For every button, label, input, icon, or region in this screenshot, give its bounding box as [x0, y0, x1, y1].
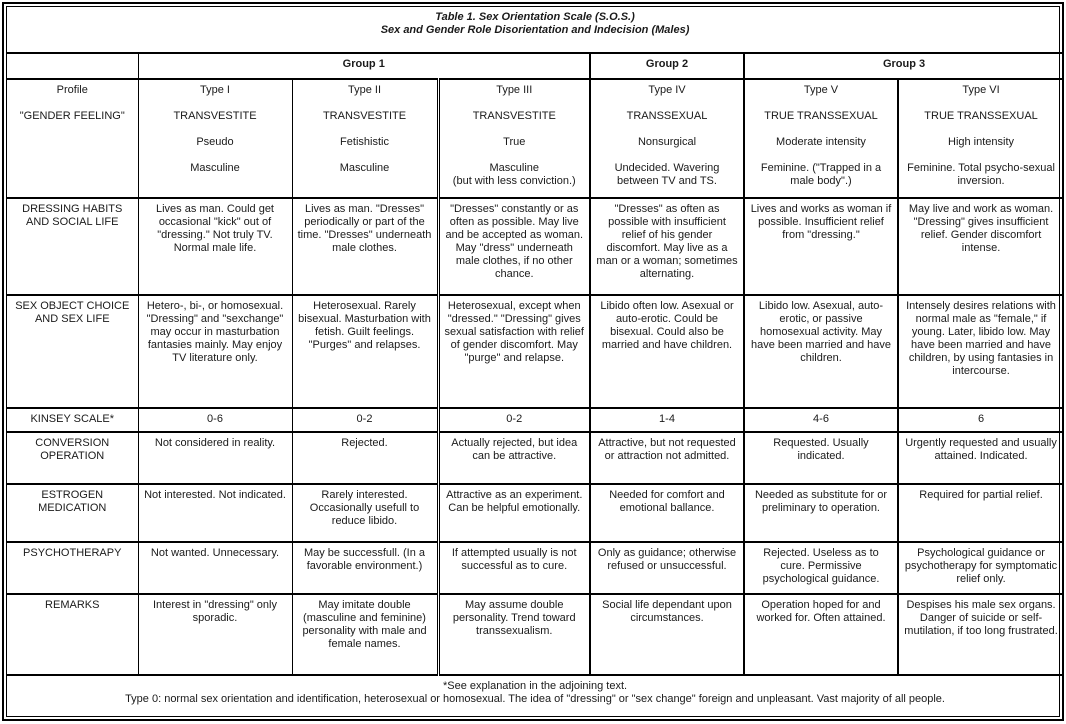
- footnote-asterisk: *See explanation in the adjoining text.: [442, 679, 628, 692]
- cell: Urgently requested and usually attained. Indicated.: [898, 432, 1063, 484]
- cell: May live and work as woman. "Dressing" gives insufficient relief. Gender discomfort intense.: [898, 198, 1063, 295]
- type-name: TRUE TRANSSEXUAL: [924, 110, 1038, 123]
- type-feeling: Feminine. Total psycho-sexual inversion.: [907, 162, 1055, 188]
- type-feeling: Masculine: [339, 162, 390, 175]
- type-feeling: Masculine: [489, 162, 540, 175]
- cell: Not wanted. Unnecessary.: [138, 542, 292, 594]
- corner-cell: [7, 53, 138, 79]
- kinsey-scale-row: [7, 408, 1063, 432]
- type-subtype: Fetishistic: [340, 136, 389, 149]
- cell: Not interested. Not indicated.: [138, 484, 292, 542]
- cell: May be successfull. (In a favorable environment.): [292, 542, 438, 594]
- psychotherapy-row: [7, 542, 1063, 594]
- type-label: Type VI: [962, 84, 1000, 97]
- profile-cell-type5: [744, 79, 898, 198]
- row-label: CONVERSION OPERATION: [7, 432, 138, 484]
- cell: Rejected. Useless as to cure. Permissive psychological guidance.: [744, 542, 898, 594]
- cell: Heterosexual. Rarely bisexual. Masturbation with fetish. Guilt feelings. "Purges" and relapses.: [292, 295, 438, 407]
- cell: Interest in "dressing" only sporadic.: [138, 594, 292, 674]
- type-label: Type II: [347, 84, 382, 97]
- estrogen-medication-row: [7, 484, 1063, 542]
- cell: "Dresses" constantly or as often as possible. May live and be accepted as woman. May "dress" underneath male clothes, if no other chance.: [438, 198, 590, 295]
- cell: Rejected.: [292, 432, 438, 484]
- inner-frame: [6, 6, 1060, 717]
- type-subtype: Nonsurgical: [637, 136, 697, 149]
- cell: 6: [898, 408, 1063, 432]
- cell: 0-2: [292, 408, 438, 432]
- row-label-profile: [7, 79, 138, 198]
- group-1-header: Group 1: [138, 53, 590, 79]
- type-name: TRANSVESTITE: [173, 110, 257, 123]
- cell: Libido low. Asexual, auto-erotic, or passive homosexual activity. May have been married and have children.: [744, 295, 898, 407]
- cell: Attractive, but not requested or attraction not admitted.: [590, 432, 744, 484]
- cell: Hetero-, bi-, or homosexual. "Dressing" and "sexchange" may occur in masturbation fantasies mainly. May enjoy TV literature only.: [138, 295, 292, 407]
- type-label: Type I: [200, 84, 230, 97]
- profile-row: [7, 79, 1063, 198]
- type-subtype: High intensity: [948, 136, 1015, 149]
- remarks-row: [7, 594, 1063, 674]
- cell: Needed as substitute for or preliminary to operation.: [744, 484, 898, 542]
- row-label: ESTROGEN MEDICATION: [7, 484, 138, 542]
- conversion-operation-row: [7, 432, 1063, 484]
- cell: 1-4: [590, 408, 744, 432]
- profile-cell-type2: [292, 79, 438, 198]
- row-label: REMARKS: [7, 594, 138, 674]
- group-3-header: Group 3: [744, 53, 1063, 79]
- profile-cell-type4: [590, 79, 744, 198]
- profile-label-line2: "GENDER FEELING": [19, 110, 125, 123]
- profile-label-line1: Profile: [56, 84, 88, 97]
- footnotes-row: [7, 675, 1063, 716]
- cell: Psychological guidance or psychotherapy for symptomatic relief only.: [898, 542, 1063, 594]
- cell: Heterosexual, except when "dressed." "Dressing" gives sexual satisfaction with relief of gender discomfort. May "purge" and relapse.: [438, 295, 590, 407]
- type-feeling: Undecided. Wavering between TV and TS.: [614, 162, 720, 188]
- type-name: TRANSVESTITE: [322, 110, 407, 123]
- cell: Needed for comfort and emotional ballance.: [590, 484, 744, 542]
- cell: 0-2: [438, 408, 590, 432]
- type-subtype: Moderate intensity: [776, 136, 866, 149]
- type-feeling: Masculine: [190, 162, 240, 175]
- footnotes-cell: [7, 675, 1063, 716]
- type-name: TRANSSEXUAL: [626, 110, 708, 123]
- cell: Lives as man. Could get occasional "kick" out of "dressing." Not truly TV. Normal male life.: [138, 198, 292, 295]
- type-feeling: Feminine. ("Trapped in a male body".): [760, 162, 882, 188]
- profile-cell-type3: [438, 79, 590, 198]
- cell: Libido often low. Asexual or auto-erotic. Could be bisexual. Could also be married and have children.: [590, 295, 744, 407]
- cell: May imitate double (masculine and feminine) personality with male and female names.: [292, 594, 438, 674]
- group-2-header: Group 2: [590, 53, 744, 79]
- profile-cell-type1: [138, 79, 292, 198]
- cell: Requested. Usually indicated.: [744, 432, 898, 484]
- type-label: Type V: [803, 84, 839, 97]
- type-name: TRANSVESTITE: [472, 110, 556, 123]
- cell: May assume double personality. Trend toward transsexualism.: [438, 594, 590, 674]
- cell: Operation hoped for and worked for. Often attained.: [744, 594, 898, 674]
- profile-cell-type6: [898, 79, 1063, 198]
- cell: Actually rejected, but idea can be attractive.: [438, 432, 590, 484]
- title-row: [7, 7, 1063, 53]
- cell: Lives and works as woman if possible. Insufficient relief from "dressing.": [744, 198, 898, 295]
- cell: Only as guidance; otherwise refused or unsuccessful.: [590, 542, 744, 594]
- cell: 0-6: [138, 408, 292, 432]
- row-label: PSYCHOTHERAPY: [7, 542, 138, 594]
- type-label: Type III: [496, 84, 533, 97]
- type-name: TRUE TRANSSEXUAL: [764, 110, 878, 123]
- group-header-row: [7, 53, 1063, 79]
- footnote-type0: Type 0: normal sex orientation and identification, heterosexual or homosexual. The idea of "dressing" or "sex change" foreign and unpleasant. Vast majority of all people.: [125, 692, 945, 705]
- cell: Not considered in reality.: [138, 432, 292, 484]
- outer-frame: [2, 2, 1064, 721]
- row-label: KINSEY SCALE*: [7, 408, 138, 432]
- cell: Attractive as an experiment. Can be helpful emotionally.: [438, 484, 590, 542]
- type-label: Type IV: [648, 84, 686, 97]
- cell: Lives as man. "Dresses" periodically or part of the time. "Dresses" underneath male clothes.: [292, 198, 438, 295]
- cell: Required for partial relief.: [898, 484, 1063, 542]
- cell: If attempted usually is not successful as to cure.: [438, 542, 590, 594]
- table-title-line2: Sex and Gender Role Disorientation and Indecision (Males): [380, 24, 690, 36]
- table-title: [7, 7, 1063, 53]
- cell: Intensely desires relations with normal male as "female," if young. Later, libido low. May have been married and have children, by using fantasies in intercourse.: [898, 295, 1063, 407]
- sos-table: [7, 7, 1063, 716]
- cell: Social life dependant upon circumstances.: [590, 594, 744, 674]
- dressing-habits-row: [7, 198, 1063, 295]
- cell: 4-6: [744, 408, 898, 432]
- type-subtype: True: [503, 136, 526, 149]
- cell: Rarely interested. Occasionally usefull to reduce libido.: [292, 484, 438, 542]
- type-subtype: Pseudo: [196, 136, 234, 149]
- row-label: DRESSING HABITS AND SOCIAL LIFE: [7, 198, 138, 295]
- row-label: SEX OBJECT CHOICE AND SEX LIFE: [7, 295, 138, 407]
- sex-object-row: [7, 295, 1063, 407]
- table-title-line1: Table 1. Sex Orientation Scale (S.O.S.): [435, 11, 635, 23]
- cell: Despises his male sex organs. Danger of suicide or self-mutilation, if too long frustrated.: [898, 594, 1063, 674]
- cell: "Dresses" as often as possible with insufficient relief of his gender discomfort. May live as a man or a woman; sometimes alternating.: [590, 198, 744, 295]
- type-feeling2: (but with less conviction.): [452, 175, 576, 188]
